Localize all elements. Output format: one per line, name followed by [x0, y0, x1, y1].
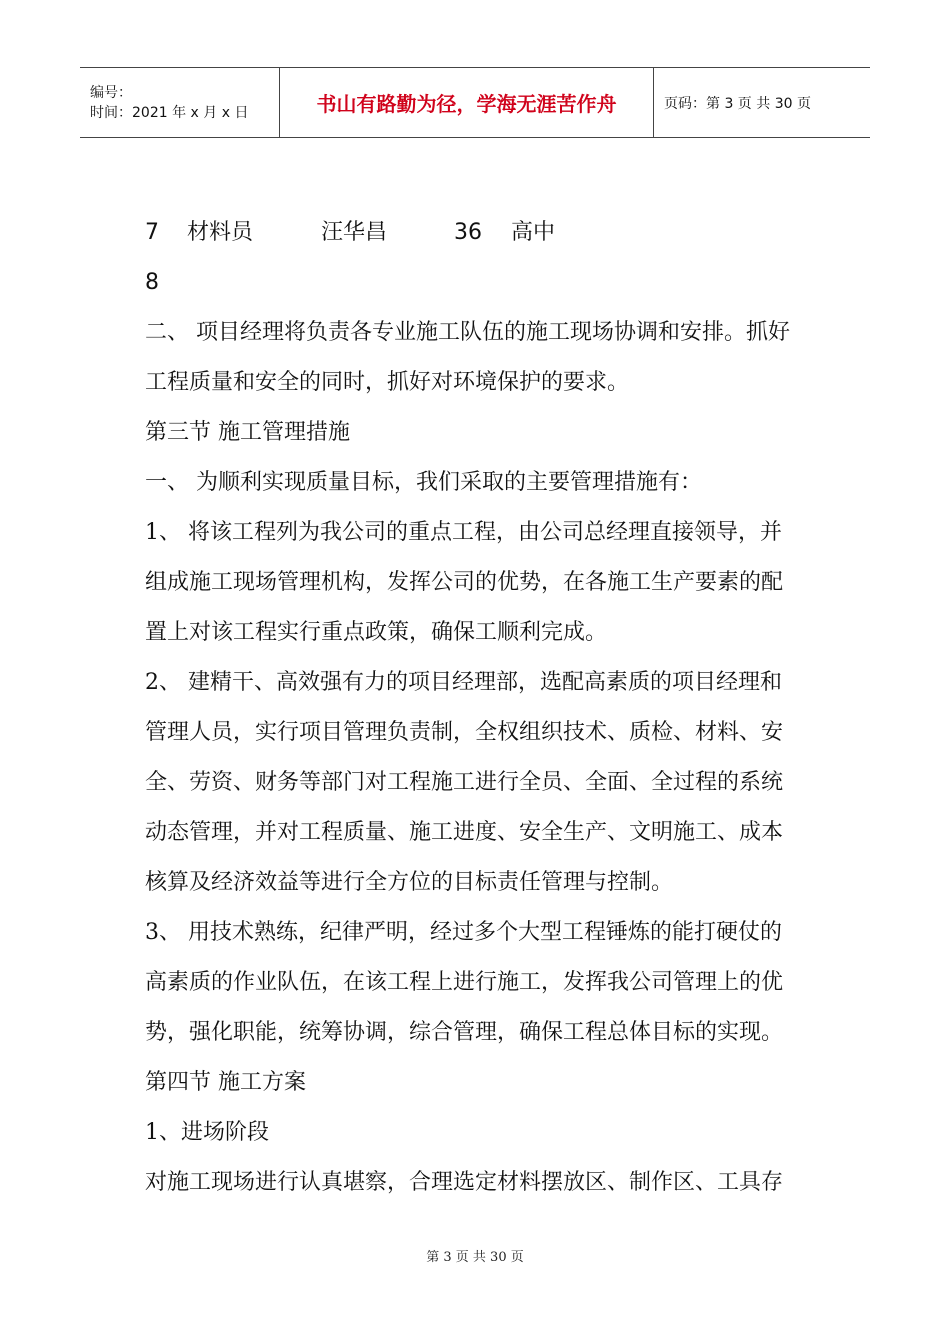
- document-time-label: 时间：2021 年 x 月 x 日: [90, 104, 249, 121]
- paragraph-line: 2、 建精干、高效强有力的项目经理部，选配高素质的项目经理和: [145, 670, 782, 695]
- section-heading: 第四节 施工方案: [145, 1070, 306, 1095]
- header-motto: 书山有路勤为径，学海无涯苦作舟: [316, 92, 617, 116]
- row-index-8: 8: [145, 270, 159, 295]
- paragraph-line: 3、 用技术熟练，纪律严明，经过多个大型工程锤炼的能打硬仗的: [145, 920, 782, 945]
- subsection-heading: 1、进场阶段: [145, 1120, 269, 1145]
- page-header: [80, 67, 870, 138]
- header-page-label: 页码：第 3 页 共 30 页: [664, 95, 811, 112]
- paragraph-line: 管理人员，实行项目管理负责制，全权组织技术、质检、材料、安: [145, 720, 784, 745]
- header-page-cell: [654, 68, 870, 137]
- paragraph-line: 二、 项目经理将负责各专业施工队伍的施工现场协调和安排。抓好: [145, 320, 790, 345]
- row-role: 材料员: [187, 220, 254, 245]
- row-name: 汪华昌: [321, 220, 388, 245]
- paragraph-line: 核算及经济效益等进行全方位的目标责任管理与控制。: [145, 870, 674, 895]
- paragraph-line: 对施工现场进行认真堪察，合理选定材料摆放区、制作区、工具存: [145, 1170, 784, 1195]
- document-body: [145, 208, 810, 1208]
- page-footer: 第 3 页 共 30 页: [426, 1250, 524, 1265]
- paragraph-line: 组成施工现场管理机构，发挥公司的优势，在各施工生产要素的配: [145, 570, 784, 595]
- row-age: 36: [454, 220, 482, 245]
- header-motto-cell: [280, 68, 654, 137]
- row-index: 7: [145, 220, 159, 245]
- document-number-label: 编号：: [90, 84, 132, 101]
- header-info-cell: [80, 68, 280, 137]
- paragraph-line: 工程质量和安全的同时，抓好对环境保护的要求。: [145, 370, 630, 395]
- paragraph-line: 一、 为顺利实现质量目标，我们采取的主要管理措施有：: [145, 470, 702, 495]
- section-heading: 第三节 施工管理措施: [145, 420, 350, 445]
- row-education: 高中: [511, 220, 556, 245]
- paragraph-line: 1、 将该工程列为我公司的重点工程，由公司总经理直接领导，并: [145, 520, 782, 545]
- paragraph-line: 全、劳资、财务等部门对工程施工进行全员、全面、全过程的系统: [145, 770, 784, 795]
- paragraph-line: 置上对该工程实行重点政策，确保工顺利完成。: [145, 620, 608, 645]
- staff-table-row: [145, 208, 810, 258]
- paragraph-line: 动态管理，并对工程质量、施工进度、安全生产、文明施工、成本: [145, 820, 784, 845]
- paragraph-line: 高素质的作业队伍，在该工程上进行施工，发挥我公司管理上的优: [145, 970, 784, 995]
- paragraph-line: 势，强化职能，统筹协调，综合管理，确保工程总体目标的实现。: [145, 1020, 784, 1045]
